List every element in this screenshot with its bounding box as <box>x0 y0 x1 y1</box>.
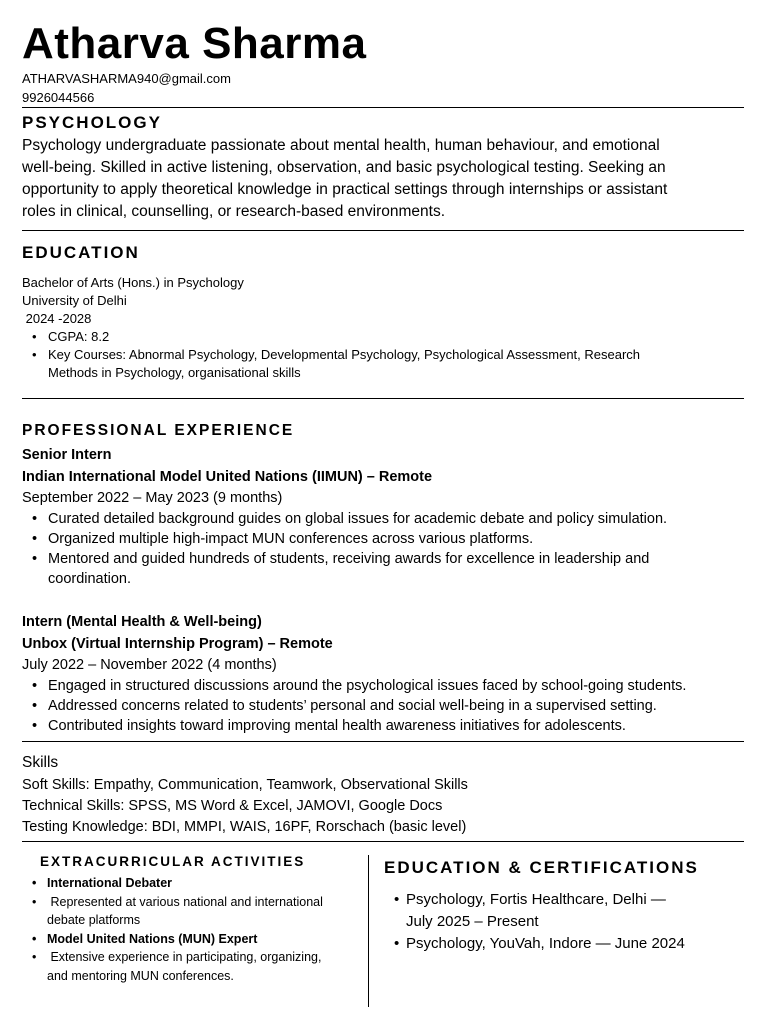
email-address[interactable]: ATHARVASHARMA940@gmail.com <box>22 71 231 86</box>
list-item: • Key Courses: Abnormal Psychology, Developmental Psychology, Psychological Assessment, Research <box>22 346 640 364</box>
job-organization: Unbox (Virtual Internship Program) – Remote <box>22 636 333 652</box>
job-organization: Indian International Model United Nations (IIMUN) – Remote <box>22 469 433 485</box>
skills-line: Soft Skills: Empathy, Communication, Teamwork, Observational Skills <box>22 777 468 793</box>
job-title: Senior Intern <box>22 447 112 463</box>
list-item: • Psychology, Fortis Healthcare, Delhi — <box>384 889 744 911</box>
list-item: • Model United Nations (MUN) Expert <box>22 930 362 949</box>
degree: Bachelor of Arts (Hons.) in Psychology <box>22 275 244 290</box>
summary-line: opportunity to apply theoretical knowledge in practical settings through internships or assistant <box>22 181 668 198</box>
divider <box>22 230 744 231</box>
university: University of Delhi <box>22 293 127 308</box>
list-item: • International Debater <box>22 874 362 893</box>
certifications-heading: EDUCATION & CERTIFICATIONS <box>384 858 699 877</box>
list-item: • Contributed insights toward improving mental health awareness initiatives for adolescents. <box>22 716 686 736</box>
list-item-continuation: Methods in Psychology, organisational skills <box>48 365 301 380</box>
job-dates: September 2022 – May 2023 (9 months) <box>22 490 283 506</box>
list-item: • Addressed concerns related to students’ personal and social well-being in a supervised setting. <box>22 696 686 716</box>
list-item: • Psychology, YouVah, Indore — June 2024 <box>384 933 744 955</box>
education-bullets <box>22 328 640 382</box>
list-item-continuation: debate platforms <box>47 913 141 927</box>
extracurricular-list <box>22 874 362 985</box>
candidate-name: Atharva Sharma <box>22 19 367 68</box>
job-bullets <box>22 509 667 589</box>
skills-line: Technical Skills: SPSS, MS Word & Excel, JAMOVI, Google Docs <box>22 798 443 814</box>
divider <box>22 398 744 399</box>
list-item-continuation: and mentoring MUN conferences. <box>47 968 234 983</box>
education-heading: EDUCATION <box>22 243 140 262</box>
certifications-list <box>384 889 744 955</box>
skills-heading: Skills <box>22 754 59 771</box>
list-item: • Extensive experience in participating, organizing, <box>22 948 362 967</box>
job-bullets <box>22 676 686 736</box>
extracurricular-heading: EXTRACURRICULAR ACTIVITIES <box>40 854 306 869</box>
summary-line: Psychology undergraduate passionate about mental health, human behaviour, and emotional <box>22 137 660 154</box>
list-item: • Engaged in structured discussions around the psychological issues faced by school-going students. <box>22 676 686 696</box>
experience-heading: PROFESSIONAL EXPERIENCE <box>22 422 295 439</box>
divider <box>22 107 744 108</box>
list-item: • Organized multiple high-impact MUN conferences across various platforms. <box>22 529 667 549</box>
education-years: 2024 -2028 <box>22 311 92 326</box>
summary-heading: PSYCHOLOGY <box>22 113 162 132</box>
list-item: • Represented at various national and international <box>22 893 362 912</box>
column-divider <box>368 855 369 1007</box>
job-dates: July 2022 – November 2022 (4 months) <box>22 657 277 673</box>
summary-line: roles in clinical, counselling, or research-based environments. <box>22 203 446 220</box>
divider <box>22 741 744 742</box>
skills-line: Testing Knowledge: BDI, MMPI, WAIS, 16PF, Rorschach (basic level) <box>22 819 467 835</box>
job-title: Intern (Mental Health & Well-being) <box>22 614 262 630</box>
divider <box>22 841 744 842</box>
list-item: • Curated detailed background guides on global issues for academic debate and policy simulation. <box>22 509 667 529</box>
phone-number: 9926044566 <box>22 90 95 105</box>
list-item-continuation: July 2025 – Present <box>406 913 539 930</box>
summary-line: well-being. Skilled in active listening, observation, and basic psychological testing. Seeking an <box>22 159 666 176</box>
summary-paragraph <box>22 135 744 223</box>
list-item: • Mentored and guided hundreds of students, receiving awards for excellence in leadership and <box>22 549 667 569</box>
list-item-continuation: coordination. <box>48 571 132 587</box>
list-item: • CGPA: 8.2 <box>22 328 640 346</box>
